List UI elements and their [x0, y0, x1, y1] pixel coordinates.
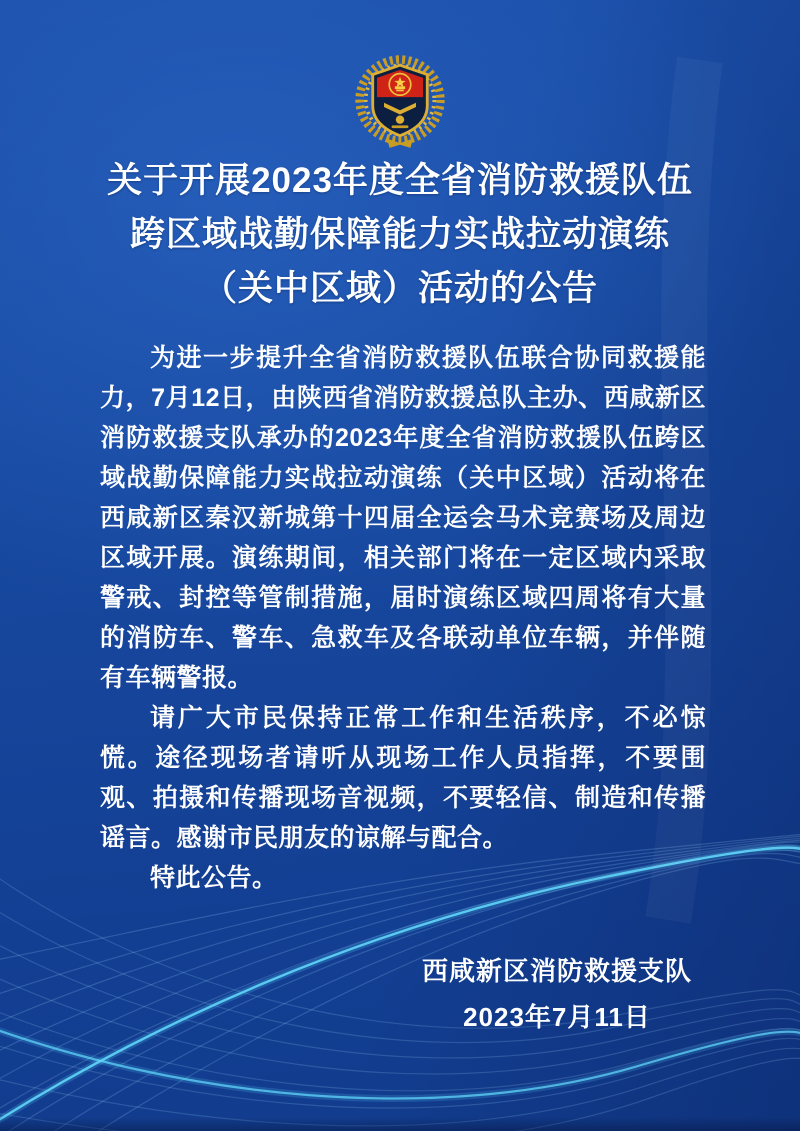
- notice-paragraph-1: 为进一步提升全省消防救援队伍联合协同救援能力，7月12日，由陕西省消防救援总队主办、西咸新区消防救援支队承办的2023年度全省消防救援队伍跨区域战勤保障能力实战拉动演练（关中区域）活动将在西咸新区秦汉新城第十四届全运会马术竞赛场及周边区域开展。演练期间，相关部门将在一定区域内采取警戒、封控等管制措施，届时演练区域四周将有大量的消防车、警车、急救车及各联动单位车辆，并伴随有车辆警报。: [100, 344, 706, 692]
- notice-title-line-2: 跨区域战勤保障能力实战拉动演练: [129, 215, 670, 254]
- signature-block: [422, 948, 692, 1040]
- notice-title-line-3: （关中区域）活动的公告: [201, 269, 598, 308]
- notice-paragraph-2: 请广大市民保持正常工作和生活秩序，不必惊慌。途径现场者请听从现场工作人员指挥，不要围观、拍摄和传播现场音视频，不要轻信、制造和传播谣言。感谢市民朋友的谅解与配合。: [100, 704, 706, 852]
- notice-body: [100, 338, 706, 898]
- notice-title-line-1: 关于开展2023年度全省消防救援队伍: [107, 161, 693, 200]
- notice-paragraph-3: 特此公告。: [150, 864, 278, 892]
- fire-rescue-emblem-icon: [353, 46, 447, 152]
- issue-date: 2023年7月11日: [463, 1002, 651, 1032]
- notice-title: [40, 154, 760, 316]
- issuing-authority: 西咸新区消防救援支队: [421, 956, 692, 986]
